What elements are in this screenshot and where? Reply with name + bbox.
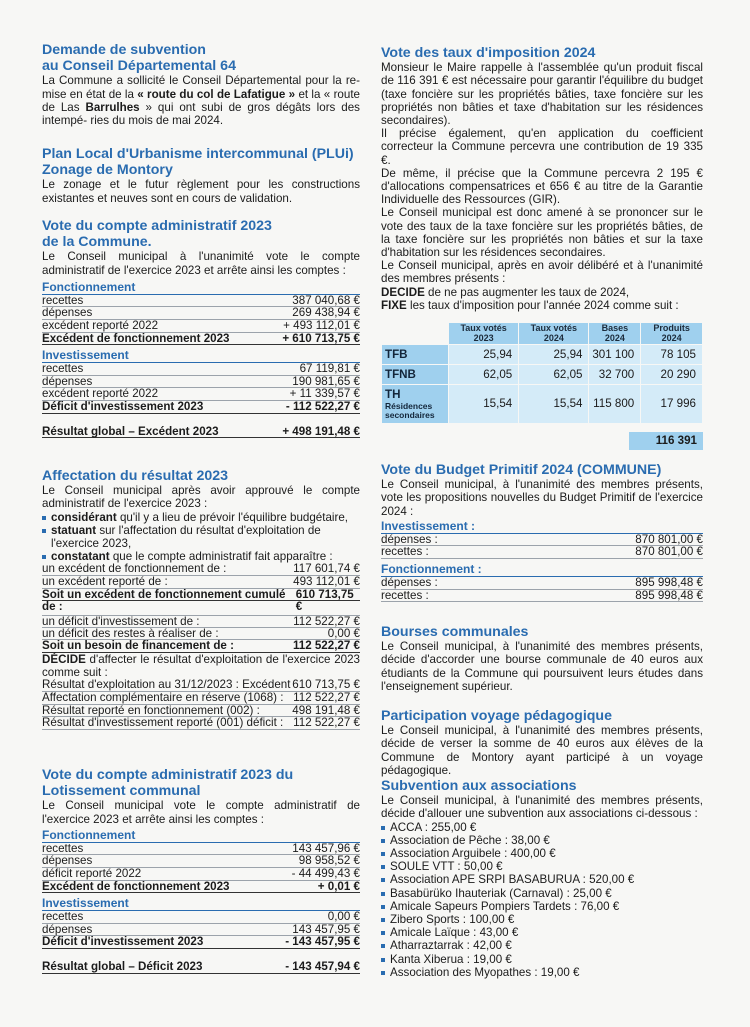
table-row: excédent reporté 2022 + 493 112,01 € <box>42 319 360 332</box>
table-row-total: Soit un besoin de financement de : 112 522,27 € <box>42 639 360 653</box>
section-affectation <box>42 468 360 730</box>
table-row-total: Déficit d'investissement 2023 - 112 522,27 € <box>42 399 360 413</box>
table-row: dépenses : 895 998,48 € <box>381 576 703 589</box>
table-row: recettes 387 040,68 € <box>42 293 360 307</box>
bourses-text: Le Conseil municipal, à l'unanimité des membres présents, décide d'accorder une bourse communale de 40 euros aux étudiants de la Commune qui poursuivent leurs études dans l'enseignement supérieur. <box>381 640 703 693</box>
table-row: un déficit des restes à réaliser de : 0,00 € <box>42 626 360 640</box>
section-associations <box>381 778 703 979</box>
table-row: recettes : 895 998,48 € <box>381 588 703 602</box>
voyage-title: Participation voyage pédagogique <box>381 708 612 724</box>
subvention-text: La Commune a sollicité le Conseil Départemental pour la re- mise en état de la « route du col de Lafatigue » et la « route de Las Barrulhes » qui ont subi de gros dégâts lors des intempé- ries du mois de mai 2024. <box>42 74 360 128</box>
list-item: Basabürüko Ihauteriak (Carnaval) : 25,00 € <box>381 887 703 900</box>
affectation-intro: Le Conseil municipal après avoir approuvé le compte administratif de l'exercice 2023 : <box>42 484 360 511</box>
affectation-title: Affectation du résultat 2023 <box>42 468 229 484</box>
table-row: dépenses 98 958,52 € <box>42 854 360 868</box>
plui-title-2: Zonage de Montory <box>42 162 173 179</box>
ca-invest-title: Investissement <box>42 349 360 363</box>
bourses-title: Bourses communales <box>381 624 529 640</box>
associations-title: Subvention aux associations <box>381 778 577 794</box>
table-row: dépenses 269 438,94 € <box>42 306 360 320</box>
taux-text-3: De même, il précise que la Commune percevra 2 195 € d'allocations compensatrices et 656 € au titre de la Garantie Individuelle des Ressources (GIR). <box>381 166 703 207</box>
table-row: dépenses 190 981,65 € <box>42 374 360 388</box>
taux-fixe: FIXE les taux d'imposition pour l'année 2024 comme suit : <box>381 298 679 312</box>
table-row: Résultat d'exploitation au 31/12/2023 : Excédent 610 713,75 € <box>42 678 360 692</box>
budget-title: Vote du Budget Primitif 2024 (COMMUNE) <box>381 462 662 478</box>
list-item: Zibero Sports : 100,00 € <box>381 913 703 926</box>
plui-title-1: Plan Local d'Urbanisme intercommunal (PLUi) <box>42 146 354 162</box>
taux-table <box>381 322 703 424</box>
table-header-row <box>382 323 702 344</box>
table-row: TH Résidences secondaires 15,54 15,54 115 800 17 996 <box>382 385 702 423</box>
affectation-list <box>42 511 360 564</box>
table-row: Résultat reporté en fonctionnement (002) : 498 191,48 € <box>42 703 360 717</box>
table-row-total: Excédent de fonctionnement 2023 + 0,01 € <box>42 879 360 893</box>
table-row: TFB 25,94 25,94 301 100 78 105 <box>382 345 702 364</box>
lot-invest-title: Investissement <box>42 897 360 911</box>
taux-decide: DECIDE de ne pas augmenter les taux de 2024, <box>381 285 630 299</box>
col-header: Produits 2024 <box>641 323 702 344</box>
associations-intro: Le Conseil municipal, à l'unanimité des membres présents, décide d'allouer une subvention aux associations ci-dessous : <box>381 794 703 821</box>
section-plui <box>42 146 360 205</box>
table-row-total: Soit un excédent de fonctionnement cumulé de : 610 713,75 € <box>42 589 360 602</box>
list-item: considérant qu'il y a lieu de prévoir l'équilibre budgétaire, <box>42 511 360 524</box>
list-item: Amicale Sapeurs Pompiers Tardets : 76,00 € <box>381 900 703 913</box>
budget-invest-title: Investissement : <box>381 520 703 534</box>
subvention-title-2: au Conseil Départemental 64 <box>42 58 236 75</box>
lotissement-intro: Le Conseil municipal vote le compte administratif de l'exercice 2023 et arrête ainsi les comptes : <box>42 799 360 826</box>
table-row: dépenses 143 457,95 € <box>42 922 360 936</box>
budget-fonct-title: Fonctionnement : <box>381 563 703 577</box>
ca-intro: Le Conseil municipal à l'unanimité vote le compte administratif de l'exercice 2023 et arrête ainsi les comptes : <box>42 250 360 277</box>
ca-fonct-title: Fonctionnement <box>42 281 360 295</box>
section-compte-administratif <box>42 218 360 438</box>
affectation-decide: DÉCIDE d'affecter le résultat d'exploitation de l'exercice 2023 comme suit : <box>42 652 360 680</box>
list-item: Amicale Laïque : 43,00 € <box>381 926 703 939</box>
table-row-total: Déficit d'investissement 2023 - 143 457,95 € <box>42 935 360 949</box>
list-item: Association APE SRPI BASABURUA : 520,00 € <box>381 873 703 886</box>
lotissement-title-2: Lotissement communal <box>42 783 201 800</box>
section-voyage <box>381 708 703 777</box>
table-row: recettes 143 457,96 € <box>42 841 360 855</box>
ca-title-2: de la Commune. <box>42 234 152 251</box>
lot-global-result: Résultat global – Déficit 2023 - 143 457,94 € <box>42 959 360 973</box>
list-item: Kanta Xiberua : 19,00 € <box>381 953 703 966</box>
table-row: recettes 0,00 € <box>42 910 360 924</box>
table-row: dépenses : 870 801,00 € <box>381 532 703 546</box>
section-subvention <box>42 42 360 127</box>
section-bourses <box>381 624 703 693</box>
table-row: recettes 67 119,81 € <box>42 362 360 376</box>
list-item: SOULE VTT : 50,00 € <box>381 860 703 873</box>
table-row-total: Excédent de fonctionnement 2023 + 610 713,75 € <box>42 331 360 345</box>
section-lotissement <box>42 767 360 974</box>
list-item: Association de Pêche : 38,00 € <box>381 834 703 847</box>
taux-total: 116 391 <box>629 432 703 450</box>
taux-text-4: Le Conseil municipal est donc amené à se prononcer sur le vote des taux de la taxe foncière sur les propriétés bâties, de la taxe foncière sur les propriétés non bâties et sur la taxe d'habitation sur les résidences secondaires. <box>381 206 703 260</box>
voyage-text: Le Conseil municipal, à l'unanimité des membres présents, décide de verser la somme de 40 euros aux élèves de la Commune de Montory ayant participé à un voyage pédagogique. <box>381 724 703 777</box>
list-item: Association des Myopathes : 19,00 € <box>381 966 703 979</box>
col-header: Taux votés 2023 <box>449 323 518 344</box>
lotissement-title-1: Vote du compte administratif 2023 du <box>42 767 294 783</box>
lot-fonct-title: Fonctionnement <box>42 829 360 843</box>
taux-text-1: Monsieur le Maire rappelle à l'assemblée qu'un produit fiscal de 116 391 € est nécessaire pour garantir l'équilibre du budget (taxe foncière sur les propriétés bâties, taxe foncière sur les propriétés non bâties et taxe d'habitation sur les résidences secondaires). <box>381 61 703 128</box>
plui-text: Le zonage et le futur règlement pour les constructions existantes et neuves sont en cours de validation. <box>42 178 360 205</box>
taux-table-wrap <box>381 322 703 447</box>
col-header: Bases 2024 <box>589 323 640 344</box>
ca-fonct-rows <box>42 295 360 345</box>
subvention-title-1: Demande de subvention <box>42 42 206 58</box>
table-row: un excédent de fonctionnement de : 117 601,74 € <box>42 562 360 576</box>
section-budget <box>381 462 703 602</box>
taux-text-2: Il précise également, qu'en application du coefficient correcteur la Commune percevra une contribution de 19 335 €. <box>381 127 703 167</box>
table-row: recettes : 870 801,00 € <box>381 545 703 559</box>
list-item: statuant sur l'affectation du résultat d'exploitation de l'exercice 2023, <box>42 524 360 550</box>
ca-global-result: Résultat global – Excédent 2023 + 498 191,48 € <box>42 424 360 438</box>
table-row: Résultat d'investissement reporté (001) déficit : 112 522,27 € <box>42 716 360 730</box>
list-item: Atharraztarrak : 42,00 € <box>381 939 703 952</box>
budget-intro: Le Conseil municipal, à l'unanimité des membres présents, vote les propositions nouvelles du Budget Primitif de l'exercice 2024 : <box>381 478 703 518</box>
table-row: TFNB 62,05 62,05 32 700 20 290 <box>382 365 702 384</box>
col-header: Taux votés 2024 <box>519 323 588 344</box>
ca-title-1: Vote du compte administratif 2023 <box>42 218 272 234</box>
table-row: excédent reporté 2022 + 11 339,57 € <box>42 387 360 401</box>
taux-text-5: Le Conseil municipal, après en avoir délibéré et à l'unanimité des membres présents : <box>381 259 703 286</box>
list-item: constatant que le compte administratif fait apparaître : <box>42 550 360 563</box>
table-row: un déficit d'investissement de : 112 522,27 € <box>42 615 360 629</box>
table-row: déficit reporté 2022 - 44 499,43 € <box>42 867 360 880</box>
list-item: Association Arguibele : 400,00 € <box>381 847 703 860</box>
taux-title: Vote des taux d'imposition 2024 <box>381 45 596 61</box>
section-taux <box>381 45 703 312</box>
list-item: ACCA : 255,00 € <box>381 821 703 834</box>
table-row: un excédent reporté de : 493 112,01 € <box>42 575 360 589</box>
associations-list <box>381 821 703 979</box>
table-row: Affectation complémentaire en réserve (1068) : 112 522,27 € <box>42 690 360 704</box>
